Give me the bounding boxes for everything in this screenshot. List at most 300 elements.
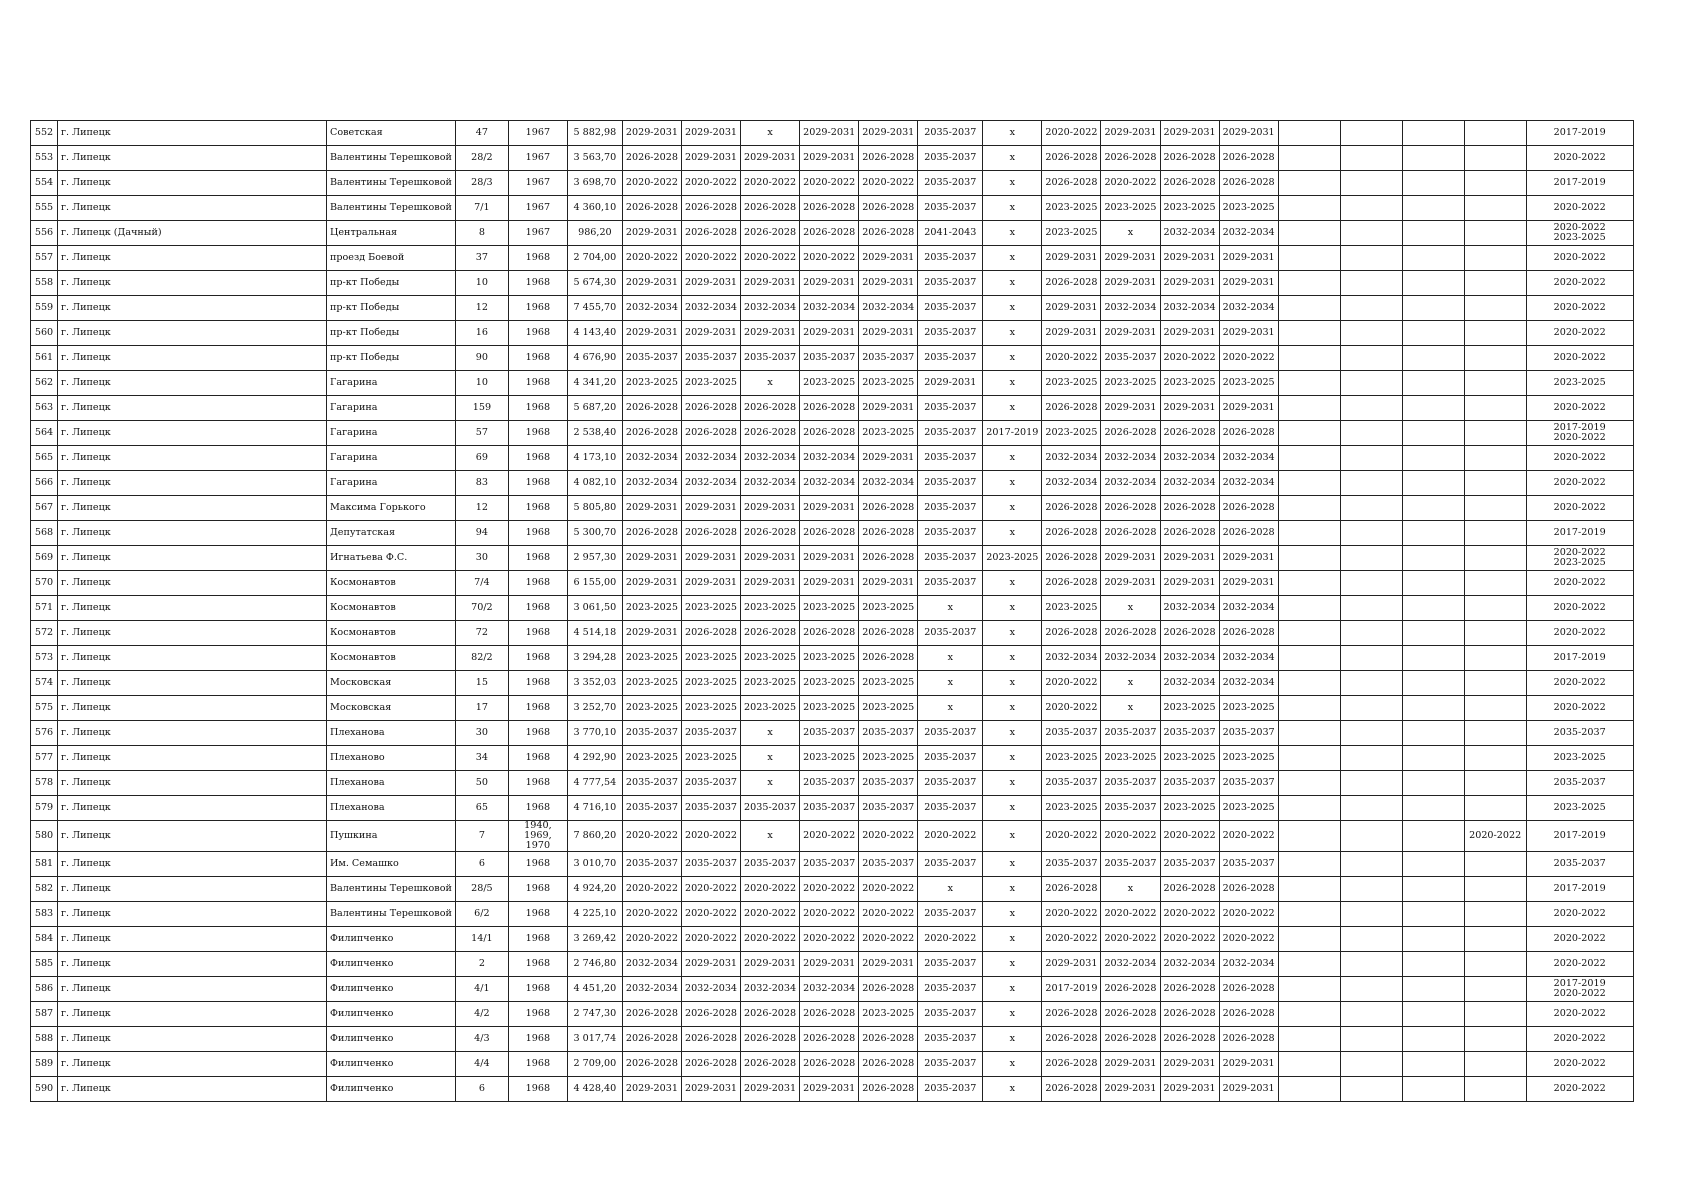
cell-period-15 [1464, 952, 1526, 977]
cell-period-3: 2032-2034 [741, 977, 800, 1002]
cell-period-10: 2032-2034 [1160, 596, 1219, 621]
cell-house-number: 50 [455, 771, 508, 796]
cell-period-6: 2035-2037 [918, 1002, 983, 1027]
cell-period-12 [1278, 621, 1340, 646]
cell-period-9: 2032-2034 [1101, 471, 1160, 496]
cell-period-2: 2026-2028 [681, 396, 740, 421]
cell-build-year: 1968 [508, 952, 567, 977]
cell-period-4: 2026-2028 [800, 1052, 859, 1077]
cell-period-13 [1340, 671, 1402, 696]
cell-period-1: 2020-2022 [622, 246, 681, 271]
cell-period-11: 2026-2028 [1219, 877, 1278, 902]
cell-period-1: 2023-2025 [622, 371, 681, 396]
cell-row-number: 563 [31, 396, 58, 421]
cell-period-7: x [983, 646, 1042, 671]
cell-period-6: 2035-2037 [918, 171, 983, 196]
cell-settlement: г. Липецк [58, 621, 327, 646]
cell-period-13 [1340, 471, 1402, 496]
cell-period-9: 2032-2034 [1101, 296, 1160, 321]
cell-period-13 [1340, 1027, 1402, 1052]
cell-period-15 [1464, 446, 1526, 471]
cell-house-number: 30 [455, 546, 508, 571]
cell-house-number: 17 [455, 696, 508, 721]
cell-build-year: 1968 [508, 271, 567, 296]
cell-period-9: x [1101, 696, 1160, 721]
cell-area: 2 746,80 [567, 952, 622, 977]
cell-period-3: 2032-2034 [741, 471, 800, 496]
cell-period-15 [1464, 977, 1526, 1002]
cell-period-3: x [741, 746, 800, 771]
cell-street: Гагарина [327, 421, 456, 446]
cell-period-7: x [983, 396, 1042, 421]
cell-period-16: 2020-2022 [1526, 927, 1633, 952]
cell-row-number: 577 [31, 746, 58, 771]
cell-period-12 [1278, 646, 1340, 671]
cell-area: 3 294,28 [567, 646, 622, 671]
cell-period-2: 2023-2025 [681, 671, 740, 696]
cell-period-2: 2032-2034 [681, 296, 740, 321]
cell-house-number: 10 [455, 371, 508, 396]
cell-period-16: 2020-2022 [1526, 696, 1633, 721]
cell-period-12 [1278, 296, 1340, 321]
cell-period-5: 2023-2025 [859, 371, 918, 396]
cell-settlement: г. Липецк [58, 246, 327, 271]
cell-period-1: 2026-2028 [622, 1027, 681, 1052]
table-row [31, 1077, 1634, 1102]
cell-period-2: 2035-2037 [681, 852, 740, 877]
cell-period-4: 2029-2031 [800, 496, 859, 521]
cell-period-4: 2032-2034 [800, 977, 859, 1002]
cell-period-6: 2035-2037 [918, 346, 983, 371]
cell-period-5: 2020-2022 [859, 877, 918, 902]
cell-house-number: 30 [455, 721, 508, 746]
cell-period-7: x [983, 1027, 1042, 1052]
cell-period-11: 2032-2034 [1219, 646, 1278, 671]
cell-period-2: 2023-2025 [681, 371, 740, 396]
cell-settlement: г. Липецк [58, 271, 327, 296]
cell-area: 3 770,10 [567, 721, 622, 746]
cell-period-5: 2020-2022 [859, 171, 918, 196]
cell-area: 4 676,90 [567, 346, 622, 371]
cell-period-8: 2020-2022 [1042, 121, 1101, 146]
cell-period-11: 2029-2031 [1219, 1077, 1278, 1102]
cell-period-3: 2035-2037 [741, 852, 800, 877]
cell-period-10: 2035-2037 [1160, 721, 1219, 746]
cell-period-8: 2026-2028 [1042, 877, 1101, 902]
cell-period-11: 2023-2025 [1219, 746, 1278, 771]
cell-period-9: 2035-2037 [1101, 346, 1160, 371]
cell-period-13 [1340, 171, 1402, 196]
cell-period-12 [1278, 1077, 1340, 1102]
cell-period-2: 2029-2031 [681, 321, 740, 346]
cell-period-13 [1340, 196, 1402, 221]
cell-period-12 [1278, 346, 1340, 371]
cell-period-13 [1340, 721, 1402, 746]
cell-period-3: x [741, 371, 800, 396]
cell-period-10: 2029-2031 [1160, 571, 1219, 596]
cell-period-15 [1464, 346, 1526, 371]
cell-period-6: x [918, 596, 983, 621]
cell-period-1: 2032-2034 [622, 977, 681, 1002]
cell-period-1: 2026-2028 [622, 1002, 681, 1027]
cell-row-number: 568 [31, 521, 58, 546]
cell-build-year: 1968 [508, 646, 567, 671]
cell-period-10: 2026-2028 [1160, 421, 1219, 446]
cell-period-4: 2029-2031 [800, 546, 859, 571]
cell-period-7: x [983, 596, 1042, 621]
cell-period-9: 2035-2037 [1101, 721, 1160, 746]
cell-period-5: 2029-2031 [859, 396, 918, 421]
cell-period-14 [1402, 521, 1464, 546]
cell-house-number: 4/1 [455, 977, 508, 1002]
cell-period-4: 2026-2028 [800, 1002, 859, 1027]
cell-period-15 [1464, 496, 1526, 521]
cell-period-11: 2026-2028 [1219, 621, 1278, 646]
cell-period-8: 2035-2037 [1042, 852, 1101, 877]
cell-area: 4 451,20 [567, 977, 622, 1002]
cell-period-13 [1340, 902, 1402, 927]
cell-settlement: г. Липецк [58, 146, 327, 171]
cell-period-6: 2035-2037 [918, 1027, 983, 1052]
table-row [31, 371, 1634, 396]
cell-period-14 [1402, 346, 1464, 371]
cell-period-5: 2029-2031 [859, 121, 918, 146]
cell-period-16: 2035-2037 [1526, 721, 1633, 746]
cell-period-9: 2026-2028 [1101, 146, 1160, 171]
cell-period-7: x [983, 1002, 1042, 1027]
cell-period-15 [1464, 246, 1526, 271]
cell-period-14 [1402, 696, 1464, 721]
cell-period-2: 2020-2022 [681, 877, 740, 902]
cell-settlement: г. Липецк [58, 952, 327, 977]
cell-period-7: x [983, 221, 1042, 246]
cell-street: Плеханово [327, 746, 456, 771]
cell-period-7: x [983, 1077, 1042, 1102]
cell-period-8: 2026-2028 [1042, 571, 1101, 596]
cell-period-5: 2026-2028 [859, 221, 918, 246]
table-row [31, 1027, 1634, 1052]
cell-house-number: 34 [455, 746, 508, 771]
cell-period-13 [1340, 821, 1402, 852]
cell-period-15 [1464, 546, 1526, 571]
cell-period-12 [1278, 771, 1340, 796]
cell-period-16: 2020-2022 [1526, 446, 1633, 471]
cell-period-9: 2035-2037 [1101, 852, 1160, 877]
cell-period-14 [1402, 271, 1464, 296]
cell-period-11: 2020-2022 [1219, 346, 1278, 371]
cell-period-10: 2026-2028 [1160, 171, 1219, 196]
cell-period-5: 2032-2034 [859, 296, 918, 321]
cell-period-3: 2023-2025 [741, 646, 800, 671]
cell-period-13 [1340, 771, 1402, 796]
cell-period-3: x [741, 771, 800, 796]
cell-settlement: г. Липецк [58, 927, 327, 952]
cell-period-5: 2020-2022 [859, 902, 918, 927]
cell-row-number: 582 [31, 877, 58, 902]
cell-house-number: 4/3 [455, 1027, 508, 1052]
cell-period-15 [1464, 927, 1526, 952]
cell-period-5: 2023-2025 [859, 596, 918, 621]
table-row [31, 246, 1634, 271]
cell-period-16: 2020-2022 [1526, 321, 1633, 346]
cell-period-14 [1402, 671, 1464, 696]
cell-house-number: 47 [455, 121, 508, 146]
cell-period-4: 2029-2031 [800, 1077, 859, 1102]
cell-period-6: 2035-2037 [918, 321, 983, 346]
cell-house-number: 82/2 [455, 646, 508, 671]
cell-period-14 [1402, 121, 1464, 146]
cell-period-9: 2029-2031 [1101, 1077, 1160, 1102]
cell-period-7: x [983, 321, 1042, 346]
cell-period-12 [1278, 902, 1340, 927]
cell-period-3: 2026-2028 [741, 621, 800, 646]
cell-settlement: г. Липецк [58, 902, 327, 927]
cell-period-14 [1402, 596, 1464, 621]
cell-area: 2 709,00 [567, 1052, 622, 1077]
cell-settlement: г. Липецк [58, 1077, 327, 1102]
cell-row-number: 553 [31, 146, 58, 171]
cell-period-15 [1464, 221, 1526, 246]
cell-area: 4 082,10 [567, 471, 622, 496]
cell-period-3: 2029-2031 [741, 146, 800, 171]
cell-period-13 [1340, 446, 1402, 471]
table-row [31, 296, 1634, 321]
cell-period-3: 2020-2022 [741, 171, 800, 196]
cell-street: пр-кт Победы [327, 321, 456, 346]
cell-period-5: 2026-2028 [859, 621, 918, 646]
cell-build-year: 1968 [508, 721, 567, 746]
cell-period-3: 2020-2022 [741, 902, 800, 927]
cell-area: 5 300,70 [567, 521, 622, 546]
cell-period-12 [1278, 246, 1340, 271]
cell-house-number: 28/3 [455, 171, 508, 196]
cell-build-year: 1968 [508, 852, 567, 877]
cell-settlement: г. Липецк [58, 596, 327, 621]
cell-period-9: 2029-2031 [1101, 246, 1160, 271]
cell-period-2: 2035-2037 [681, 346, 740, 371]
cell-period-4: 2023-2025 [800, 671, 859, 696]
cell-period-8: 2020-2022 [1042, 696, 1101, 721]
cell-period-11: 2029-2031 [1219, 546, 1278, 571]
cell-period-14 [1402, 571, 1464, 596]
table-row [31, 646, 1634, 671]
cell-period-7: 2023-2025 [983, 546, 1042, 571]
cell-period-4: 2023-2025 [800, 371, 859, 396]
cell-period-12 [1278, 1052, 1340, 1077]
cell-row-number: 555 [31, 196, 58, 221]
cell-area: 4 341,20 [567, 371, 622, 396]
cell-period-8: 2026-2028 [1042, 621, 1101, 646]
cell-period-2: 2026-2028 [681, 221, 740, 246]
cell-period-9: x [1101, 671, 1160, 696]
cell-street: Валентины Терешковой [327, 196, 456, 221]
cell-period-6: x [918, 646, 983, 671]
cell-period-10: 2029-2031 [1160, 321, 1219, 346]
cell-period-12 [1278, 171, 1340, 196]
cell-build-year: 1968 [508, 1077, 567, 1102]
cell-period-12 [1278, 471, 1340, 496]
cell-period-8: 2026-2028 [1042, 146, 1101, 171]
cell-period-4: 2026-2028 [800, 221, 859, 246]
table-row [31, 546, 1634, 571]
cell-period-7: x [983, 952, 1042, 977]
cell-period-12 [1278, 671, 1340, 696]
cell-period-6: 2035-2037 [918, 146, 983, 171]
cell-street: Филипченко [327, 1077, 456, 1102]
cell-street: Гагарина [327, 471, 456, 496]
cell-build-year: 1967 [508, 121, 567, 146]
cell-period-4: 2026-2028 [800, 1027, 859, 1052]
cell-period-14 [1402, 196, 1464, 221]
cell-period-2: 2029-2031 [681, 1077, 740, 1102]
cell-period-8: 2026-2028 [1042, 1077, 1101, 1102]
cell-build-year: 1968 [508, 771, 567, 796]
cell-period-6: 2035-2037 [918, 852, 983, 877]
cell-period-14 [1402, 977, 1464, 1002]
table-row [31, 952, 1634, 977]
cell-build-year: 1968 [508, 746, 567, 771]
cell-period-11: 2029-2031 [1219, 1052, 1278, 1077]
cell-period-16: 2020-2022 [1526, 1027, 1633, 1052]
cell-period-11: 2020-2022 [1219, 927, 1278, 952]
cell-area: 3 352,03 [567, 671, 622, 696]
cell-area: 2 747,30 [567, 1002, 622, 1027]
cell-period-1: 2026-2028 [622, 196, 681, 221]
cell-settlement: г. Липецк [58, 446, 327, 471]
cell-build-year: 1967 [508, 171, 567, 196]
cell-period-3: 2026-2028 [741, 196, 800, 221]
cell-period-16: 2023-2025 [1526, 746, 1633, 771]
cell-period-14 [1402, 771, 1464, 796]
cell-period-3: 2023-2025 [741, 671, 800, 696]
cell-period-11: 2029-2031 [1219, 246, 1278, 271]
cell-period-9: 2026-2028 [1101, 496, 1160, 521]
cell-period-1: 2023-2025 [622, 671, 681, 696]
cell-period-10: 2026-2028 [1160, 977, 1219, 1002]
cell-settlement: г. Липецк [58, 121, 327, 146]
cell-period-3: 2029-2031 [741, 571, 800, 596]
cell-row-number: 559 [31, 296, 58, 321]
cell-build-year: 1968 [508, 1027, 567, 1052]
cell-period-9: 2026-2028 [1101, 621, 1160, 646]
cell-house-number: 14/1 [455, 927, 508, 952]
cell-period-1: 2020-2022 [622, 902, 681, 927]
cell-house-number: 12 [455, 296, 508, 321]
cell-area: 4 292,90 [567, 746, 622, 771]
cell-period-7: x [983, 471, 1042, 496]
cell-settlement: г. Липецк [58, 496, 327, 521]
cell-street: Филипченко [327, 1052, 456, 1077]
cell-period-14 [1402, 546, 1464, 571]
cell-period-13 [1340, 396, 1402, 421]
cell-build-year: 1968 [508, 1002, 567, 1027]
cell-period-13 [1340, 546, 1402, 571]
cell-period-3: x [741, 821, 800, 852]
cell-period-13 [1340, 246, 1402, 271]
cell-period-5: 2023-2025 [859, 671, 918, 696]
cell-period-10: 2029-2031 [1160, 546, 1219, 571]
cell-period-6: 2035-2037 [918, 771, 983, 796]
cell-settlement: г. Липецк (Дачный) [58, 221, 327, 246]
cell-period-6: 2035-2037 [918, 296, 983, 321]
cell-period-2: 2020-2022 [681, 246, 740, 271]
cell-period-6: 2035-2037 [918, 421, 983, 446]
cell-period-16: 2020-2022 [1526, 496, 1633, 521]
cell-period-4: 2029-2031 [800, 321, 859, 346]
cell-period-10: 2029-2031 [1160, 246, 1219, 271]
cell-period-14 [1402, 877, 1464, 902]
cell-period-10: 2026-2028 [1160, 1027, 1219, 1052]
cell-period-3: 2026-2028 [741, 521, 800, 546]
cell-period-3: 2026-2028 [741, 421, 800, 446]
cell-period-1: 2026-2028 [622, 146, 681, 171]
cell-period-6: 2035-2037 [918, 521, 983, 546]
cell-period-2: 2032-2034 [681, 471, 740, 496]
table-row [31, 346, 1634, 371]
cell-period-10: 2023-2025 [1160, 196, 1219, 221]
cell-row-number: 576 [31, 721, 58, 746]
cell-build-year: 1968 [508, 396, 567, 421]
cell-area: 4 428,40 [567, 1077, 622, 1102]
cell-period-13 [1340, 1002, 1402, 1027]
cell-period-10: 2023-2025 [1160, 746, 1219, 771]
cell-period-3: 2020-2022 [741, 927, 800, 952]
table-row [31, 496, 1634, 521]
cell-period-1: 2023-2025 [622, 646, 681, 671]
cell-period-2: 2026-2028 [681, 521, 740, 546]
cell-period-3: x [741, 721, 800, 746]
cell-row-number: 579 [31, 796, 58, 821]
cell-build-year: 1968 [508, 521, 567, 546]
cell-build-year: 1967 [508, 196, 567, 221]
cell-period-7: x [983, 671, 1042, 696]
cell-period-10: 2035-2037 [1160, 852, 1219, 877]
cell-period-13 [1340, 796, 1402, 821]
cell-period-6: 2035-2037 [918, 446, 983, 471]
cell-settlement: г. Липецк [58, 977, 327, 1002]
cell-row-number: 590 [31, 1077, 58, 1102]
cell-house-number: 28/5 [455, 877, 508, 902]
cell-period-11: 2032-2034 [1219, 596, 1278, 621]
cell-period-2: 2029-2031 [681, 496, 740, 521]
cell-period-12 [1278, 146, 1340, 171]
cell-period-11: 2026-2028 [1219, 521, 1278, 546]
cell-period-1: 2035-2037 [622, 771, 681, 796]
cell-row-number: 571 [31, 596, 58, 621]
cell-period-7: x [983, 146, 1042, 171]
cell-house-number: 90 [455, 346, 508, 371]
cell-street: Филипченко [327, 977, 456, 1002]
cell-period-10: 2023-2025 [1160, 796, 1219, 821]
cell-period-5: 2029-2031 [859, 571, 918, 596]
cell-build-year: 1968 [508, 371, 567, 396]
cell-period-15 [1464, 877, 1526, 902]
cell-period-7: x [983, 521, 1042, 546]
cell-house-number: 6/2 [455, 902, 508, 927]
cell-settlement: г. Липецк [58, 296, 327, 321]
cell-period-7: x [983, 196, 1042, 221]
cell-period-2: 2029-2031 [681, 121, 740, 146]
cell-build-year: 1968 [508, 877, 567, 902]
cell-period-8: 2023-2025 [1042, 371, 1101, 396]
cell-period-9: 2029-2031 [1101, 321, 1160, 346]
cell-row-number: 583 [31, 902, 58, 927]
cell-period-4: 2035-2037 [800, 721, 859, 746]
cell-period-9: 2020-2022 [1101, 821, 1160, 852]
cell-period-16: 2020-2022 [1526, 1002, 1633, 1027]
cell-street: Космонавтов [327, 571, 456, 596]
cell-settlement: г. Липецк [58, 346, 327, 371]
